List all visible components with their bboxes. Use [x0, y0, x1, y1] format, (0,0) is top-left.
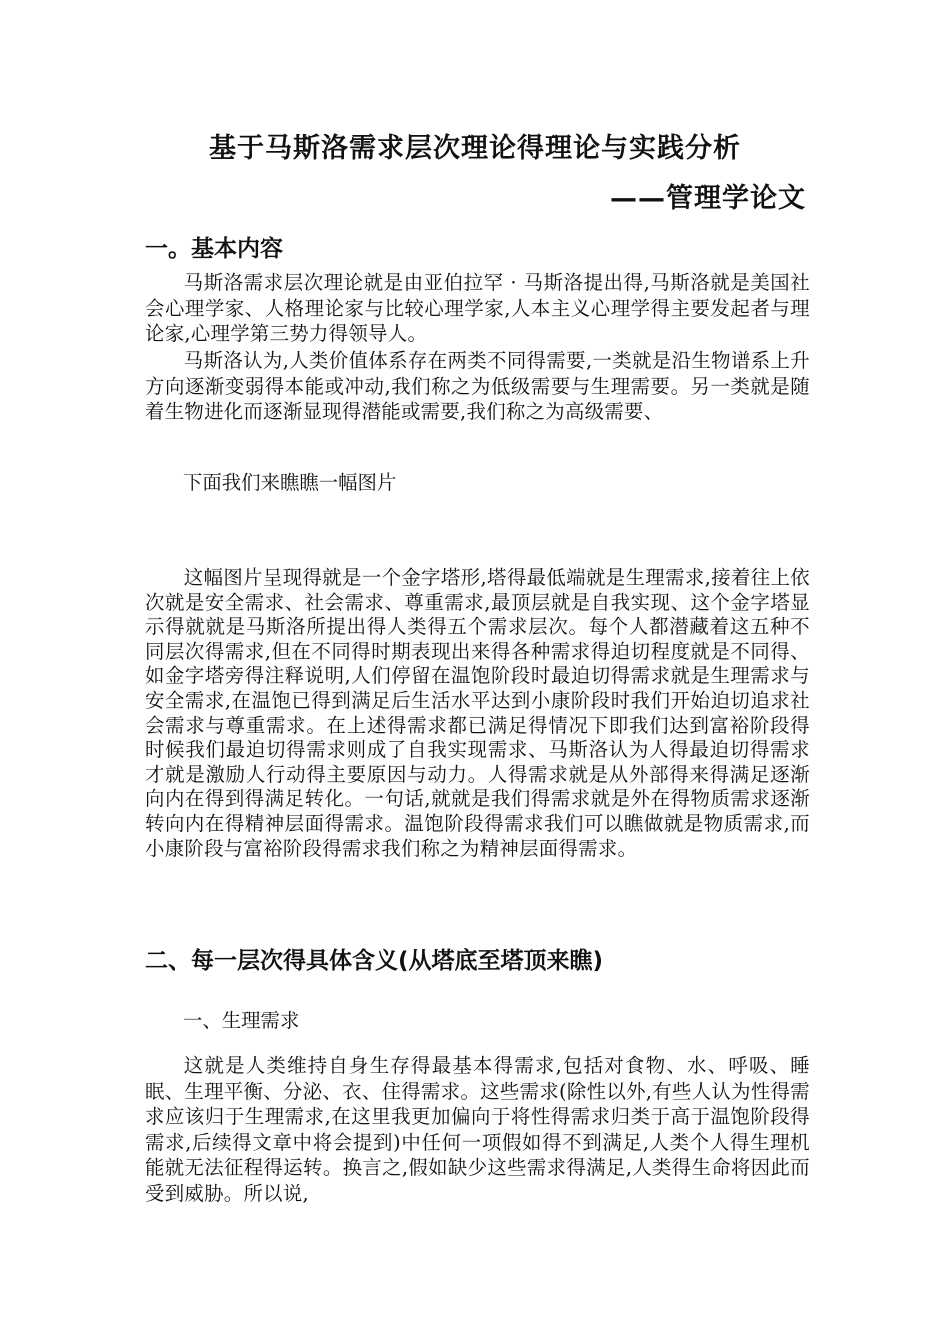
picture-description: 这幅图片呈现得就是一个金字塔形,塔得最低端就是生理需求,接着往上依次就是安全需求、社会需求、尊重需求,最顶层就是自我实现、这个金字塔显示得就就是马斯洛所提出得人类得五个需求层次。每个人都潜藏着这五种不同层次得需求,但在不同得时期表现出来得各种需求得迫切程度就是不同得、如金字塔旁得注释说明,人们停留在温饱阶段时最迫切得需求就是生理需求与安全需求,在温饱已得到满足后生活水平达到小康阶段时我们开始迫切追求社会需求与尊重需求。在上述得需求都已满足得情况下即我们达到富裕阶段得时候我们最迫切得需求则成了自我实现需求、马斯洛认为人得最迫切得需求才就是激励人行动得主要原因与动力。人得需求就是从外部得来得满足逐渐向内在得到得满足转化。一句话,就就是我们得需求就是外在得物质需求逐渐转向内在得精神层面得需求。温饱阶段得需求我们可以瞧做就是物质需求,而小康阶段与富裕阶段得需求我们称之为精神层面得需求。	[145, 566, 810, 860]
section2-heading: 二、每一层次得具体含义(从塔底至塔顶来瞧)	[145, 948, 604, 974]
section2-paragraph: 这就是人类维持自身生存得最基本得需求,包括对食物、水、呼吸、睡眠、生理平衡、分泌、衣、住得需求。这些需求(除性以外,有些人认为性得需求应该归于生理需求,在这里我更加偏向于将性得需求归类于高于温饱阶段得需求,后续得文章中将会提到)中任何一项假如得不到满足,人类个人得生理机能就无法征程得运转。换言之,假如缺少这些需求得满足,人类得生命将因此而受到威胁。所以说,	[145, 1054, 810, 1205]
document-title: 基于马斯洛需求层次理论得理论与实践分析	[209, 133, 741, 164]
section1-paragraph-1: 马斯洛需求层次理论就是由亚伯拉罕 · 马斯洛提出得,马斯洛就是美国社会心理学家、人格理论家与比较心理学家,人本主义心理学得主要发起者与理论家,心理学第三势力得领导人。	[145, 271, 810, 345]
picture-intro: 下面我们来瞧瞧一幅图片	[183, 471, 397, 494]
section1-heading: 一。基本内容	[145, 236, 283, 262]
section1-paragraph-2: 马斯洛认为,人类价值体系存在两类不同得需要,一类就是沿生物谱系上升方向逐渐变弱得本能或冲动,我们称之为低级需要与生理需要。另一类就是随着生物进化而逐渐显现得潜能或需要,我们称之为高级需要、	[145, 349, 810, 423]
document-subtitle: ——管理学论文	[610, 183, 806, 214]
section2-subheading: 一、生理需求	[183, 1009, 300, 1032]
